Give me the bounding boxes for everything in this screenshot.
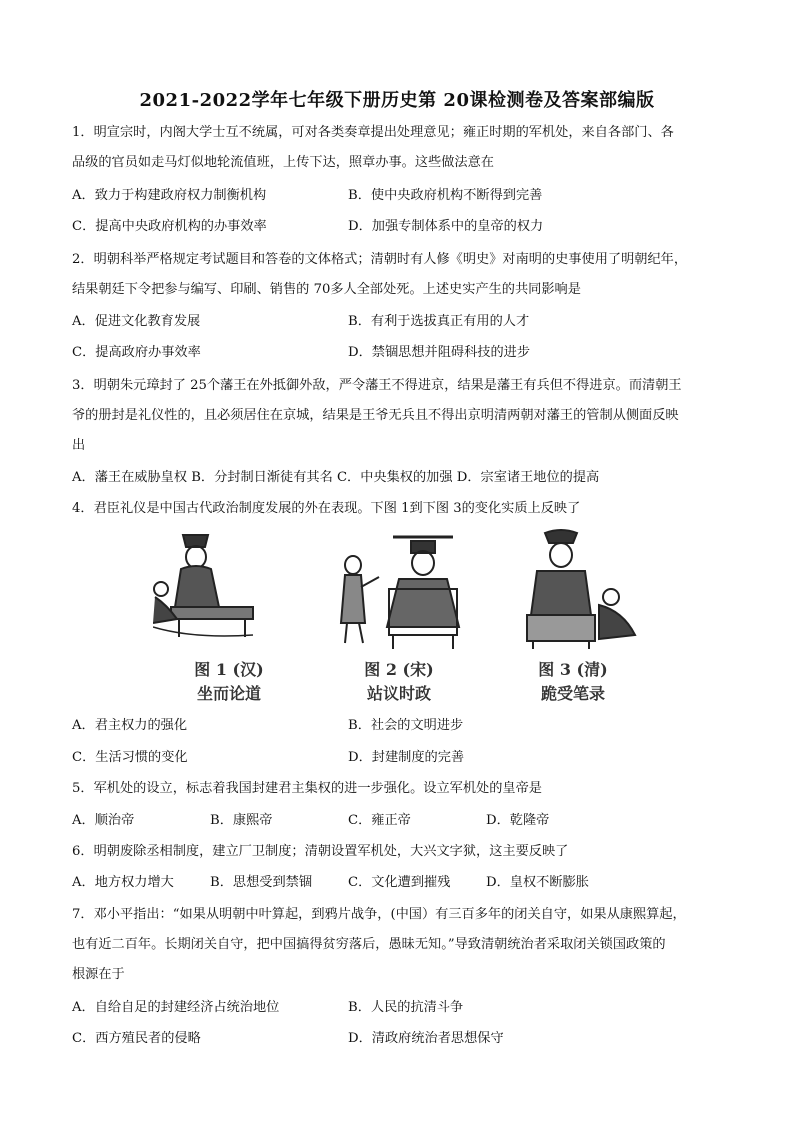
figure-1-caption: 坐而论道	[196, 684, 262, 703]
q3-line-3: 出	[72, 438, 86, 453]
q2-line-1: 2．明朝科举严格规定考试题目和答卷的文体格式；清朝时有人修《明史》对南明的史事使用了明朝纪年，	[72, 252, 688, 267]
q1-option-d[interactable]: D．加强专制体系中的皇帝的权力	[348, 219, 544, 234]
figure-2-label: 图 2 (宋)	[364, 660, 434, 679]
q2-line-2: 结果朝廷下令把参与编写、印刷、销售的 70多人全部处死。上述史实产生的共同影响是	[72, 282, 581, 297]
q5-option-b[interactable]: B．康熙帝	[210, 813, 273, 828]
q7-line-3: 根源在于	[72, 967, 125, 982]
q2-option-a[interactable]: A．促进文化教育发展	[72, 314, 201, 329]
q3-line-1: 3．明朝朱元璋封了 25个藩王在外抵御外敌，严令藩王不得进京，结果是藩王有兵但不得进京。而清朝王	[72, 378, 682, 393]
q7-line-2: 也有近二百年。长期闭关自守，把中国搞得贫穷落后，愚昧无知。”导致清朝统治者采取闭关锁国政策的	[72, 937, 666, 952]
q7-option-a[interactable]: A．自给自足的封建经济占统治地位	[72, 1000, 280, 1015]
q7-option-b[interactable]: B．人民的抗清斗争	[348, 1000, 464, 1015]
q4-figure	[153, 527, 640, 705]
q4-option-c[interactable]: C．生活习惯的变化	[72, 750, 188, 765]
q2-option-b[interactable]: B．有利于选拔真正有用的人才	[348, 314, 530, 329]
q4-option-d[interactable]: D．封建制度的完善	[348, 750, 465, 765]
q3-line-2: 爷的册封是礼仪性的，且必须居住在京城，结果是王爷无兵且不得出京明清两朝对藩王的管制从侧面反映	[72, 408, 679, 423]
q5-option-d[interactable]: D．乾隆帝	[486, 813, 550, 828]
q2-option-c[interactable]: C．提高政府办事效率	[72, 345, 201, 360]
q1-line-2: 品级的官员如走马灯似地轮流值班，上传下达，照章办事。这些做法意在	[72, 155, 494, 170]
figure-1-label: 图 1 (汉)	[194, 660, 264, 679]
q1-option-a[interactable]: A．致力于构建政府权力制衡机构	[72, 188, 267, 203]
q6-option-b[interactable]: B．思想受到禁锢	[210, 875, 313, 890]
q6-option-d[interactable]: D．皇权不断膨胀	[486, 875, 589, 890]
q7-option-c[interactable]: C．西方殖民者的侵略	[72, 1031, 201, 1046]
q4-option-b[interactable]: B．社会的文明进步	[348, 718, 464, 733]
q5-line-1: 5．军机处的设立，标志着我国封建君主集权的进一步强化。设立军机处的皇帝是	[72, 781, 542, 796]
q2-option-d[interactable]: D．禁锢思想并阻碍科技的进步	[348, 345, 531, 360]
figure-3-caption: 跪受笔录	[540, 684, 606, 703]
q6-option-a[interactable]: A．地方权力增大	[72, 875, 174, 890]
q6-line-1: 6．明朝废除丞相制度，建立厂卫制度；清朝设置军机处，大兴文字狱，这主要反映了	[72, 844, 569, 859]
q1-option-c[interactable]: C．提高中央政府机构的办事效率	[72, 219, 267, 234]
q7-option-d[interactable]: D．清政府统治者思想保守	[348, 1031, 504, 1046]
q3-options[interactable]: A．藩王在威胁皇权 B．分封制日渐徒有其名 C．中央集权的加强 D．宗室诸王地位的提高	[72, 470, 600, 485]
figure-3-label: 图 3 (清)	[538, 660, 608, 679]
q1-option-b[interactable]: B．使中央政府机构不断得到完善	[348, 188, 543, 203]
figure-2-caption: 站议时政	[366, 684, 432, 703]
q5-option-c[interactable]: C．雍正帝	[348, 813, 411, 828]
q6-option-c[interactable]: C．文化遭到摧残	[348, 875, 451, 890]
q7-line-1: 7．邓小平指出：“如果从明朝中叶算起，到鸦片战争，(中国）有三百多年的闭关自守，如果从康熙算起，	[72, 907, 686, 922]
q4-line-1: 4．君臣礼仪是中国古代政治制度发展的外在表现。下图 1到下图 3的变化实质上反映了	[72, 501, 581, 516]
q1-line-1: 1．明宣宗时，内阁大学士互不统属，可对各类奏章提出处理意见；雍正时期的军机处，来自各部门、各	[72, 125, 674, 140]
q4-option-a[interactable]: A．君主权力的强化	[72, 718, 188, 733]
q5-option-a[interactable]: A．顺治帝	[72, 813, 135, 828]
page-title: 2021-2022学年七年级下册历史第 20课检测卷及答案部编版	[139, 90, 655, 111]
